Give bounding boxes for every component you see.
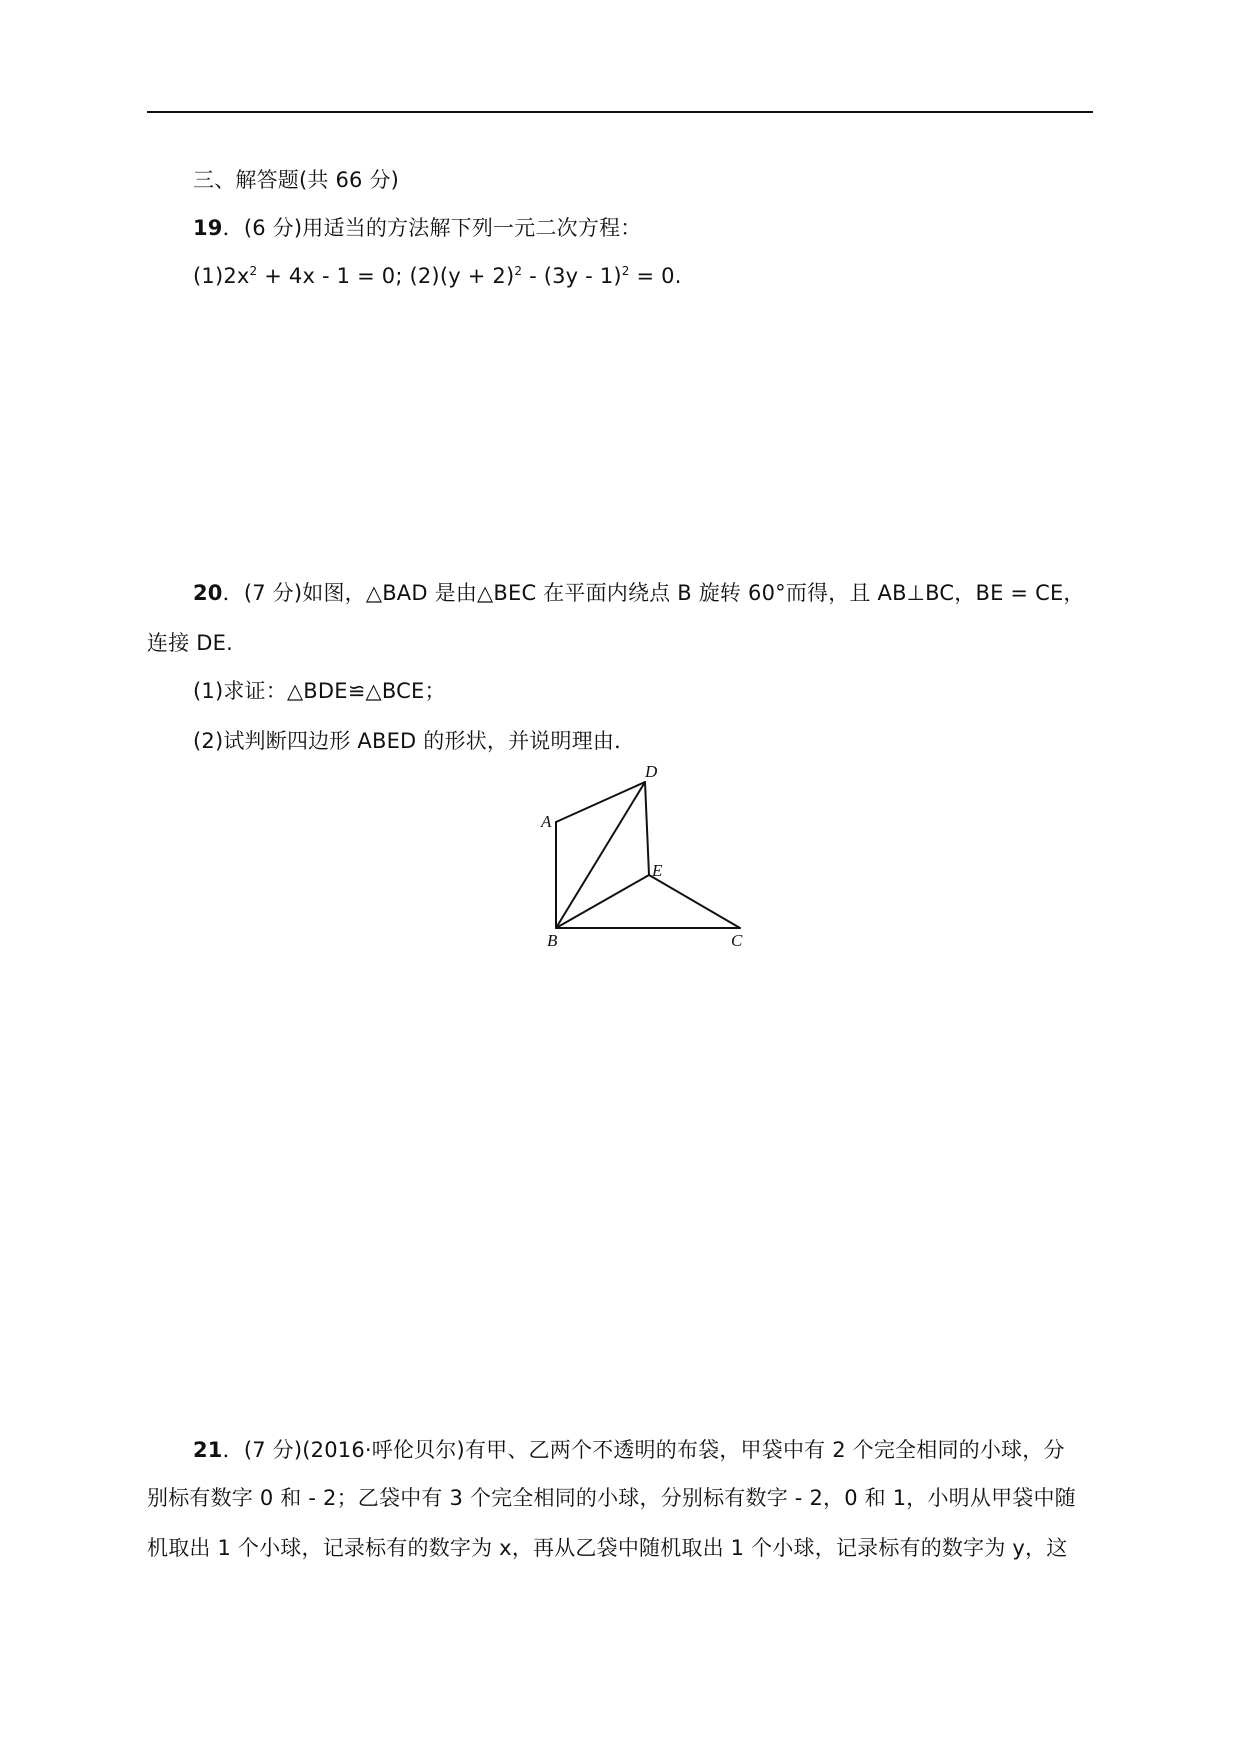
- exponent: 2: [621, 264, 630, 278]
- segment-EC: [649, 875, 740, 928]
- header-rule: [147, 111, 1093, 113]
- label-E: E: [652, 861, 663, 880]
- equation-text: - (3y - 1): [522, 264, 622, 288]
- exponent: 2: [249, 264, 258, 278]
- question-19-prompt: [193, 213, 641, 243]
- triangle-diagram: [520, 755, 780, 970]
- label-C: C: [731, 931, 743, 950]
- question-20-line-2: 连接 DE.: [147, 631, 233, 655]
- question-number: 20: [193, 581, 223, 605]
- question-text: ．(7 分)如图，△BAD 是由△BEC 在平面内绕点 B 旋转 60°而得，且 AB⊥BC，BE = CE，: [222, 581, 1085, 605]
- equation-text: (1)2x: [193, 264, 250, 288]
- equation-text: + 4x - 1 = 0; (2)(y + 2): [257, 264, 515, 288]
- equation-text: = 0.: [629, 264, 682, 288]
- question-text: ．(6 分)用适当的方法解下列一元二次方程：: [222, 216, 642, 240]
- label-D: D: [645, 762, 658, 781]
- question-20-line-1: [193, 578, 1085, 608]
- segment-DE: [645, 782, 649, 875]
- question-20-part-2: (2)试判断四边形 ABED 的形状，并说明理由．: [193, 729, 636, 753]
- question-20-part-1: (1)求证：△BDE≌△BCE；: [193, 679, 446, 703]
- segment-BE: [556, 875, 649, 928]
- question-21-line-2: 别标有数字 0 和 - 2；乙袋中有 3 个完全相同的小球，分别标有数字 - 2，0 和 1，小明从甲袋中随: [147, 1486, 1076, 1510]
- section-heading: 三、解答题(共 66 分): [193, 168, 400, 192]
- question-21-line-3: 机取出 1 个小球，记录标有的数字为 x，再从乙袋中随机取出 1 个小球，记录标有的数字为 y，这: [147, 1536, 1068, 1560]
- label-A: A: [541, 812, 552, 831]
- label-B: B: [547, 931, 558, 950]
- geometry-figure: [520, 755, 780, 970]
- exponent: 2: [514, 264, 523, 278]
- question-19-equations: [193, 261, 682, 291]
- question-number: 19: [193, 216, 223, 240]
- segment-BD: [556, 782, 645, 928]
- question-text: ．(7 分)(2016·呼伦贝尔)有甲、乙两个不透明的布袋，甲袋中有 2 个完全相同的小球，分: [222, 1438, 1065, 1462]
- question-number: 21: [193, 1438, 223, 1462]
- question-21-line-1: [193, 1435, 1065, 1465]
